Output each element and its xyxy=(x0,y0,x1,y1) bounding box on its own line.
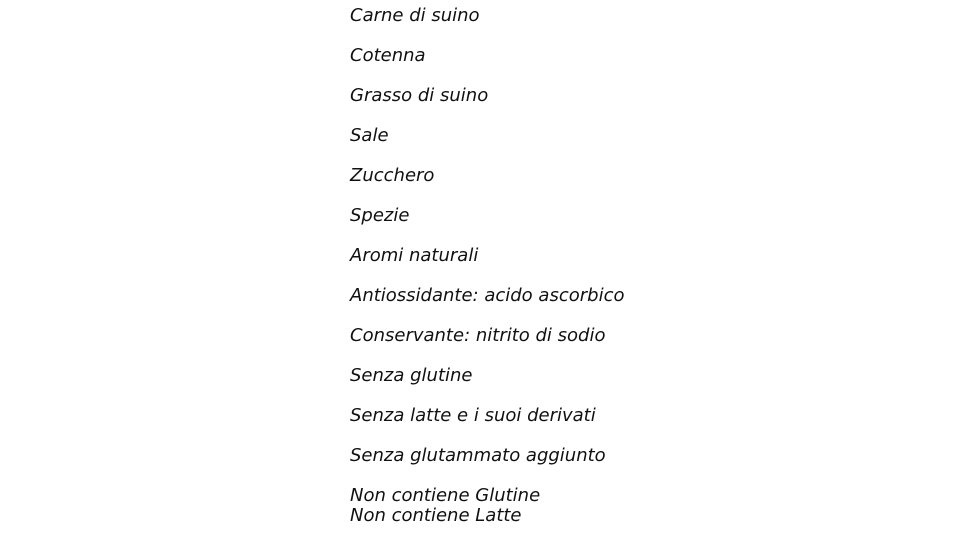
allergen-claims xyxy=(350,486,624,526)
list-item: Sale xyxy=(350,125,389,146)
list-item: Spezie xyxy=(350,205,410,226)
list-item: Senza latte e i suoi derivati xyxy=(350,405,596,426)
list-item: Zucchero xyxy=(350,165,435,186)
claim-no-milk: Non contiene Latte xyxy=(350,505,522,526)
list-item: Senza glutammato aggiunto xyxy=(350,445,606,466)
claim-no-gluten: Non contiene Glutine xyxy=(350,485,541,506)
list-item: Carne di suino xyxy=(350,5,480,26)
list-item: Senza glutine xyxy=(350,365,473,386)
list-item: Antiossidante: acido ascorbico xyxy=(350,285,625,306)
list-item: Grasso di suino xyxy=(350,85,489,106)
ingredient-list xyxy=(350,6,624,526)
list-item: Conservante: nitrito di sodio xyxy=(350,325,606,346)
list-item: Aromi naturali xyxy=(350,245,479,266)
list-item: Cotenna xyxy=(350,45,426,66)
